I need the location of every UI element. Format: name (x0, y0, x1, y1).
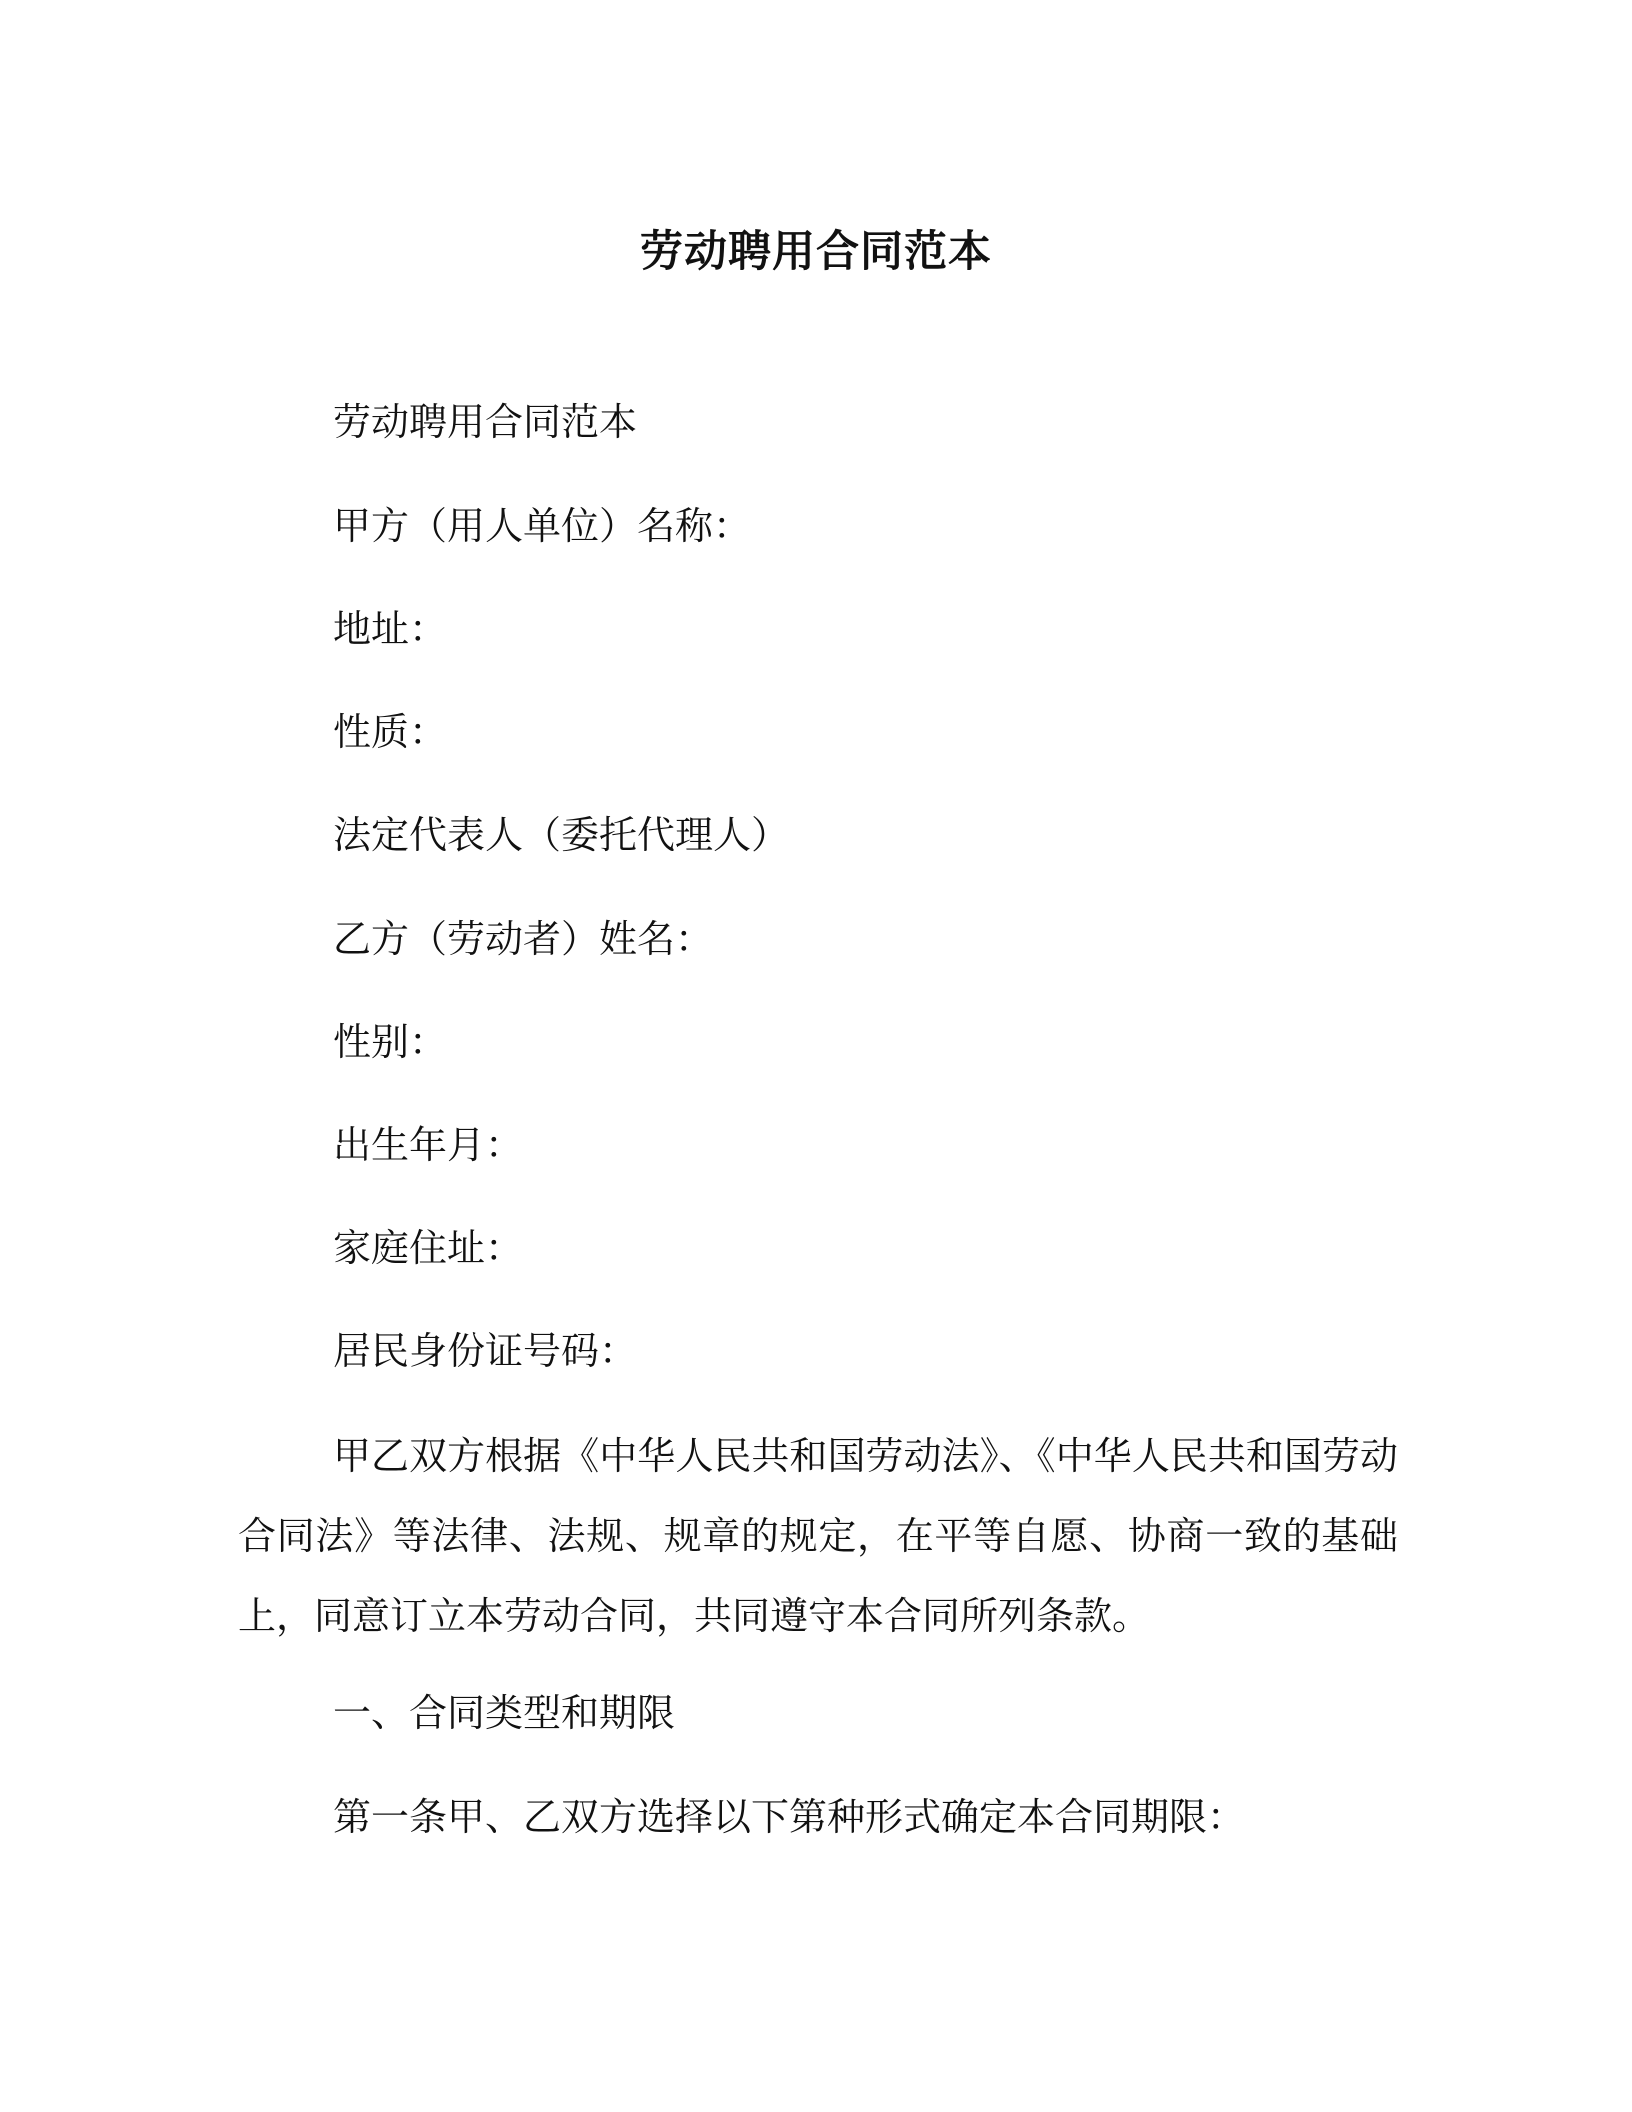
subtitle-line: 劳动聘用合同范本 (333, 400, 638, 444)
id-number-field: 居民身份证号码： (333, 1329, 638, 1373)
intro-paragraph: 甲乙双方根据《中华人民共和国劳动法》、《中华人民共和国劳动合同法》等法律、法规、规章的规定，在平等自愿、协商一致的基础上，同意订立本劳动合同，共同遵守本合同所列条款。 (238, 1434, 1398, 1638)
gender-field: 性别： (333, 1020, 448, 1064)
article-1: 第一条甲、乙双方选择以下第种形式确定本合同期限： (333, 1795, 1246, 1839)
birth-date-field: 出生年月： (333, 1123, 524, 1167)
employer-name-field: 甲方（用人单位）名称： (333, 504, 752, 548)
document-title: 劳动聘用合同范本 (640, 227, 992, 277)
nature-field: 性质： (333, 710, 448, 754)
legal-representative-field: 法定代表人（委托代理人） (333, 813, 790, 857)
address-field: 地址： (333, 607, 448, 651)
home-address-field: 家庭住址： (333, 1226, 524, 1270)
employee-name-field: 乙方（劳动者）姓名： (333, 917, 714, 961)
section-heading: 一、合同类型和期限 (333, 1691, 676, 1735)
